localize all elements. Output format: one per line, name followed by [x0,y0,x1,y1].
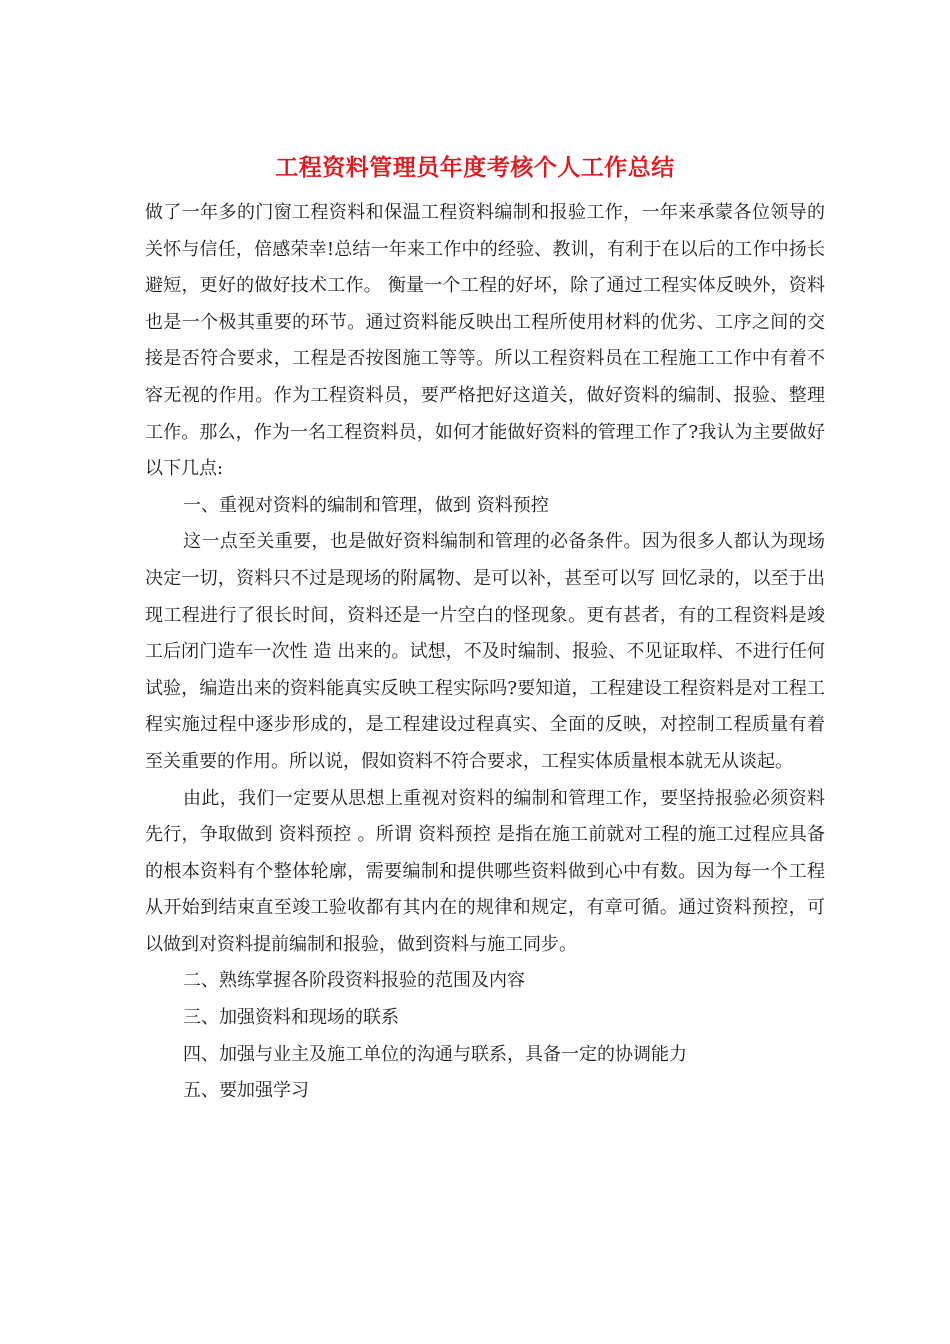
document-title: 工程资料管理员年度考核个人工作总结 [275,155,675,181]
section-heading-3: 三、加强资料和现场的联系 [183,1007,399,1029]
section-1-paragraph-1: 这一点至关重要，也是做好资料编制和管理的必备条件。因为很多人都认为现场决定一切，资料只不过是现场的附属物、是可以补，甚至可以写 回忆录的，以至于出现工程进行了很长时间，资料还是一片空白的怪现象。更有甚者，有的工程资料是竣工后闭门造车一次性 造 出来的。试想，不及时编制、报验、不见证取样、不进行任何试验，编造出来的资料能真实反映工程实际吗?要知道，工程建设工程资料是对工程工程实施过程中逐步形成的，是工程建设过程真实、全面的反映，对控制工程质量有着至关重要的作用。所以说，假如资料不符合要求，工程实体质量根本就无从谈起。 [145,531,825,772]
section-heading-2: 二、熟练掌握各阶段资料报验的范围及内容 [183,970,525,992]
section-heading-1: 一、重视对资料的编制和管理，做到 资料预控 [183,494,549,516]
section-heading-5: 五、要加强学习 [183,1080,309,1102]
section-heading-4: 四、加强与业主及施工单位的沟通与联系，具备一定的协调能力 [183,1043,687,1065]
section-1-paragraph-2: 由此，我们一定要从思想上重视对资料的编制和管理工作，要坚持报验必须资料先行，争取做到 资料预控 。所谓 资料预控 是指在施工前就对工程的施工过程应具备的根本资料有个整体轮廓，需要编制和提供哪些资料做到心中有数。因为每一个工程从开始到结束直至竣工验收都有其内在的规律和规定，有章可循。通过资料预控，可以做到对资料提前编制和报验，做到资料与施工同步。 [145,787,825,955]
document-body [145,195,825,1110]
intro-paragraph: 做了一年多的门窗工程资料和保温工程资料编制和报验工作，一年来承蒙各位领导的关怀与信任，倍感荣幸!总结一年来工作中的经验、教训，有利于在以后的工作中扬长避短，更好的做好技术工作。 衡量一个工程的好坏，除了通过工程实体反映外，资料也是一个极其重要的环节。通过资料能反映出工程所使用材料的优劣、工序之间的交接是否符合要求，工程是否按图施工等等。所以工程资料员在工程施工工作中有着不容无视的作用。作为工程资料员，要严格把好这道关，做好资料的编制、报验、整理工作。那么，作为一名工程资料员，如何才能做好资料的管理工作了?我认为主要做好以下几点: [145,202,825,480]
